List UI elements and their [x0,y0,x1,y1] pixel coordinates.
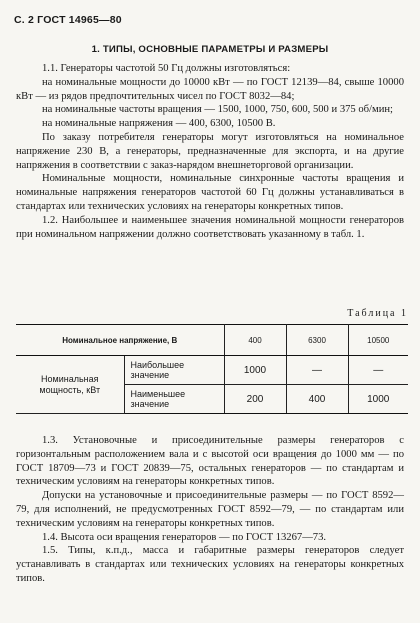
voltage-10500: 10500 [348,325,408,356]
table-caption: Таблица 1 [347,308,408,319]
paragraph: на номинальные напряжения — 400, 6300, 10500 В. [42,118,276,130]
paragraph: По заказу потребителя генераторы могут изготовляться на номинальное напряжение 230 В, а генераторы, предназначенные для экспорта, и на другие напряжения в соответствии с заказ-нарядом внешнеторговой организации. [16,131,404,171]
row-name-max: Наибольшее значение [124,356,224,385]
text-block-upper [16,62,404,241]
paragraph: 1.5. Типы, к.п.д., масса и габаритные размеры генераторов следует устанавливать в стандартах или технических условиях на генераторы конкретных типов. [16,545,404,584]
paragraph: на номинальные частоты вращения — 1500, 1000, 750, 600, 500 и 375 об/мин; [42,104,393,116]
paragraph: Номинальные мощности, номинальные синхронные частоты вращения и номинальные напряжения генераторов частотой 60 Гц должны устанавливаться в стандартах или технических условиях на генераторы конкретных типов. [16,173,404,212]
paragraph: 1.2. Наибольшее и наименьшее значения номинальной мощности генераторов при номинальном напряжении должно соответствовать указанному в табл. 1. [16,214,404,240]
section-title: 1. ТИПЫ, ОСНОВНЫЕ ПАРАМЕТРЫ И РАЗМЕРЫ [91,44,329,55]
cell-min-400: 200 [224,385,286,414]
voltage-header: Номинальное напряжение, В [16,325,224,356]
text-block-lower [16,434,404,586]
paragraph: 1.4. Высота оси вращения генераторов — по ГОСТ 13267—73. [42,531,327,543]
paragraph: 1.3. Установочные и присоединительные размеры генераторов с горизонтальным расположением вала и с высотой оси вращения до 1000 мм — по ГОСТ 18709—73 и ГОСТ 20839—75, остальных генераторов — по стандартам и техническим условиям на генераторы конкретных типов. [16,435,404,488]
paragraph: 1.1. Генераторы частотой 50 Гц должны изготовляться: [42,63,291,74]
row-name-min: Наименьшее значение [124,385,224,414]
parameters-table [16,324,408,414]
page-header: С. 2 ГОСТ 14965—80 [14,14,122,26]
paragraph: Допуски на установочные и присоединительные размеры — по ГОСТ 8592—79, для исполнений, не предусмотренных ГОСТ 8592—79, — по стандартам или техническим условиям на генераторы конкретных типов. [16,490,404,529]
voltage-6300: 6300 [286,325,348,356]
cell-max-6300: — [286,356,348,385]
cell-max-10500: — [348,356,408,385]
cell-max-400: 1000 [224,356,286,385]
voltage-400: 400 [224,325,286,356]
cell-min-10500: 1000 [348,385,408,414]
table-row [16,356,408,385]
cell-min-6300: 400 [286,385,348,414]
paragraph: на номинальные мощности до 10000 кВт — по ГОСТ 12139—84, свыше 10000 кВт — из рядов предпочтительных чисел по ГОСТ 8032—84; [16,76,404,102]
table-header-row [16,325,408,356]
power-row-label: Номинальная мощность, кВт [16,356,124,414]
